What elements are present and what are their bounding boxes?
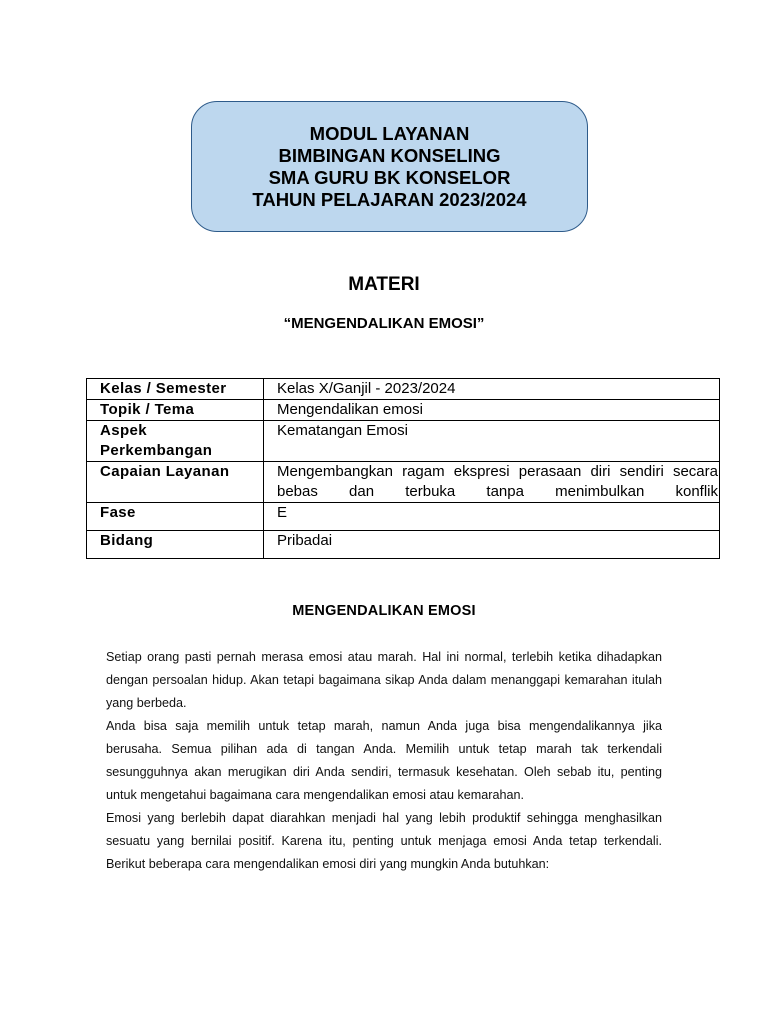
module-header-box [191,101,588,232]
table-label: Capaian Layanan [87,462,264,503]
header-title-line-4: TAHUN PELAJARAN 2023/2024 [252,188,527,210]
table-value: E [264,503,720,531]
section-heading: MENGENDALIKAN EMOSI [292,603,476,619]
table-value: Mengendalikan emosi [264,400,720,421]
materi-title: MATERI [348,274,420,295]
table-value: Pribadai [264,531,720,559]
paragraph: Setiap orang pasti pernah merasa emosi atau marah. Hal ini normal, terlebih ketika dihadapkan dengan persoalan hidup. Akan tetapi bagaimana sikap Anda dalam menanggapi kemarahan itulah yang berbeda. [106,650,662,710]
body-text [106,646,662,876]
module-info-table [86,378,720,559]
header-title-line-3: SMA GURU BK KONSELOR [268,166,511,188]
table-label: Aspek Perkembangan [87,421,264,462]
table-row-fase [87,503,720,531]
table-label: Fase [87,503,264,531]
table-row-bidang [87,531,720,559]
header-title-line-2: BIMBINGAN KONSELING [278,144,501,166]
table-row-capaian [87,462,720,503]
table-value: Kelas X/Ganjil - 2023/2024 [264,379,720,400]
table-row-aspek [87,421,720,462]
paragraph: Emosi yang berlebih dapat diarahkan menjadi hal yang lebih produktif sehingga menghasilkan sesuatu yang bernilai positif. Karena itu, penting untuk menjaga emosi Anda tetap terkendali. Berikut beberapa cara mengendalikan emosi diri yang mungkin Anda butuhkan: [106,811,662,871]
paragraph: Anda bisa saja memilih untuk tetap marah, namun Anda juga bisa mengendalikannya jika berusaha. Semua pilihan ada di tangan Anda. Memilih untuk tetap marah tak terkendali sesungguhnya akan merugikan diri Anda sendiri, termasuk kesehatan. Oleh sebab itu, penting untuk mengetahui bagaimana cara mengendalikan emosi atau kemarahan. [106,719,662,802]
table-label: Topik / Tema [87,400,264,421]
table-value: Mengembangkan ragam ekspresi perasaan diri sendiri secara bebas dan terbuka tanpa menimbulkan konflik [264,462,720,503]
table-label: Bidang [87,531,264,559]
materi-subtitle: “MENGENDALIKAN EMOSI” [283,315,485,332]
table-value: Kematangan Emosi [264,421,720,462]
header-title-line-1: MODUL LAYANAN [309,122,470,144]
table-row-topik [87,400,720,421]
table-label: Kelas / Semester [87,379,264,400]
table-row-kelas [87,379,720,400]
